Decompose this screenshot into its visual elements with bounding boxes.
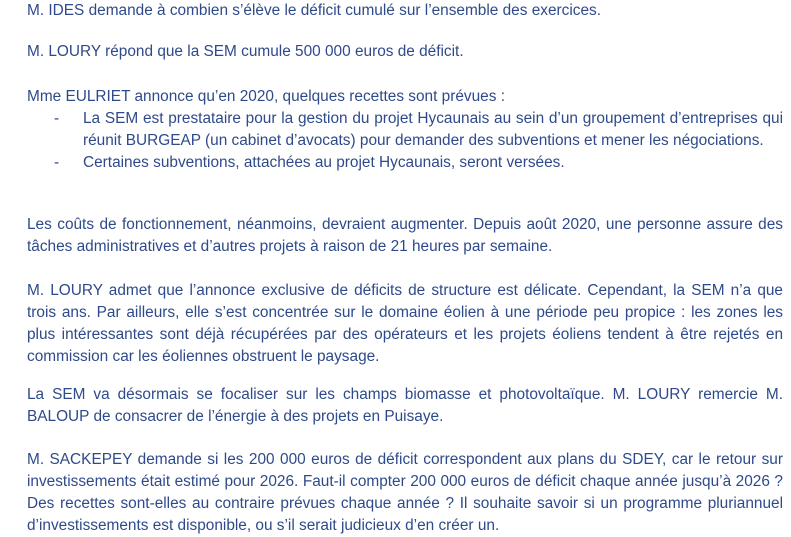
- bullet-text: La SEM est prestataire pour la gestion du projet Hycaunais au sein d’un groupement d’entreprises qui réunit BURGEAP (un cabinet d’avocats) pour demander des subventions et mener les négociations.: [83, 110, 783, 149]
- paragraph-loury-deficits: M. LOURY admet que l’annonce exclusive de déficits de structure est délicate. Cependant, la SEM n’a que trois ans. Par ailleurs, elle s’est concentrée sur le domaine éolien à une période peu propice : les zones les plus intéressantes sont déjà récupérées par des opérateurs et les projets éoliens tendent à être rejetés en commission car les éoliennes obstruent le paysage.: [27, 282, 783, 365]
- bullet-dash: -: [54, 154, 60, 171]
- bullet-text: Certaines subventions, attachées au projet Hycaunais, seront versées.: [83, 154, 565, 171]
- paragraph-operating-costs: Les coûts de fonctionnement, néanmoins, devraient augmenter. Depuis août 2020, une personne assure des tâches administratives et d’autres projets à raison de 21 heures par semaine.: [27, 216, 783, 255]
- paragraph-sem-focus: La SEM va désormais se focaliser sur les champs biomasse et photovoltaïque. M. LOURY remercie M. BALOUP de consacrer de l’énergie à des projets en Puisaye.: [27, 386, 783, 425]
- recettes-bullet-list: [27, 108, 783, 174]
- paragraph-eulriet-announcement: Mme EULRIET annonce qu’en 2020, quelques recettes sont prévues :: [27, 88, 505, 105]
- paragraph-sackepey-question: M. SACKEPEY demande si les 200 000 euros de déficit correspondent aux plans du SDEY, car le retour sur investissements était estimé pour 2026. Faut-il compter 200 000 euros de déficit chaque année jusqu’à 2026 ? Des recettes sont-elles au contraire prévues chaque année ? Il souhaite savoir si un programme pluriannuel d’investissements est disponible, ou s’il serait judicieux d’en créer un.: [27, 451, 783, 534]
- bullet-item: [27, 152, 783, 174]
- bullet-dash: -: [54, 110, 60, 127]
- paragraph-ides-question: M. IDES demande à combien s’élève le déficit cumulé sur l’ensemble des exercices.: [27, 2, 601, 19]
- paragraph-loury-answer: M. LOURY répond que la SEM cumule 500 000 euros de déficit.: [27, 43, 464, 60]
- bullet-item: [27, 108, 783, 152]
